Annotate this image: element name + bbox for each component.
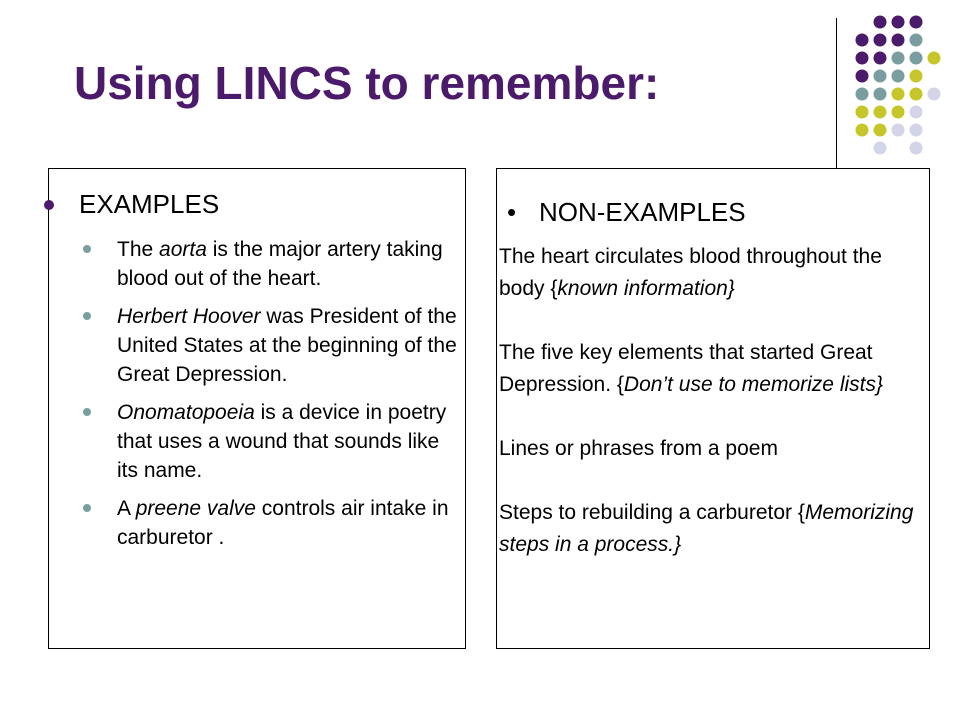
examples-list — [79, 235, 459, 561]
decorative-dot — [856, 52, 869, 65]
decorative-dot — [892, 124, 905, 137]
decorative-dot — [910, 34, 923, 47]
decorative-dot — [874, 34, 887, 47]
decorative-dot — [910, 106, 923, 119]
decorative-dot — [892, 34, 905, 47]
example-item — [79, 302, 459, 389]
bullet-dot-icon — [83, 245, 91, 253]
decorative-dot — [856, 106, 869, 119]
non-example-paragraph — [499, 497, 927, 561]
example-term: aorta — [159, 238, 207, 261]
example-pre: A — [117, 497, 136, 520]
examples-panel — [48, 168, 466, 649]
non-example-text: Steps to rebuilding a carburetor { — [499, 501, 805, 524]
decorative-dot — [856, 34, 869, 47]
non-example-text: Lines or phrases from a poem — [499, 437, 778, 460]
decorative-dot — [874, 70, 887, 83]
decorative-dot — [874, 106, 887, 119]
bullet-dot-icon — [83, 504, 91, 512]
decorative-dot — [910, 142, 923, 155]
decorative-dot — [874, 88, 887, 101]
non-example-paragraph — [499, 337, 927, 401]
decorative-dot — [892, 88, 905, 101]
bullet-dot-icon — [83, 408, 91, 416]
example-item — [79, 398, 459, 485]
example-term: Herbert Hoover — [117, 305, 261, 328]
decorative-dot — [928, 88, 941, 101]
non-example-note: known information} — [557, 277, 735, 300]
non-example-note: Memorizing steps in a process.} — [499, 501, 914, 556]
decorative-dot — [874, 16, 887, 29]
example-term: preene valve — [135, 497, 256, 520]
decorative-dot-grid — [0, 0, 960, 180]
decorative-vertical-line — [836, 18, 837, 176]
non-examples-panel — [496, 168, 930, 649]
example-post: was President of the United States at the beginning of the Great Depression. — [117, 305, 457, 386]
example-pre: The — [117, 238, 160, 261]
decorative-dot — [874, 142, 887, 155]
decorative-dot — [874, 124, 887, 137]
decorative-dot — [892, 52, 905, 65]
decorative-dot — [856, 88, 869, 101]
example-item — [79, 494, 459, 552]
example-item — [79, 235, 459, 293]
bullet-glyph: • — [507, 197, 517, 227]
bullet-dot-icon — [44, 200, 54, 210]
non-example-note: Don’t use to memorize lists} — [623, 373, 884, 396]
non-examples-heading-label: NON-EXAMPLES — [539, 197, 746, 227]
decorative-dot — [910, 16, 923, 29]
decorative-dot — [856, 70, 869, 83]
examples-heading-label: EXAMPLES — [79, 189, 220, 219]
non-examples-body — [499, 241, 927, 561]
non-example-text: The five key elements that started Great Depression. { — [499, 341, 873, 396]
decorative-dot — [856, 124, 869, 137]
slide-title: Using LINCS to remember: — [74, 57, 660, 109]
bullet-dot-icon — [83, 312, 91, 320]
non-example-paragraph — [499, 433, 927, 465]
decorative-dot — [892, 16, 905, 29]
decorative-dot — [910, 124, 923, 137]
example-term: Onomatopoeia — [117, 401, 255, 424]
example-post: controls air intake in carburetor . — [117, 497, 449, 549]
decorative-dot — [892, 106, 905, 119]
decorative-dot — [910, 88, 923, 101]
decorative-dot — [874, 52, 887, 65]
non-example-text: The heart circulates blood throughout the body { — [499, 245, 882, 300]
non-example-paragraph — [499, 241, 927, 305]
example-post: is a device in poetry that uses a wound that sounds like its name. — [117, 401, 447, 482]
example-post: is the major artery taking blood out of the heart. — [117, 238, 443, 290]
decorative-dot — [892, 70, 905, 83]
decorative-dot — [910, 70, 923, 83]
decorative-dot — [928, 52, 941, 65]
decorative-dot — [910, 52, 923, 65]
